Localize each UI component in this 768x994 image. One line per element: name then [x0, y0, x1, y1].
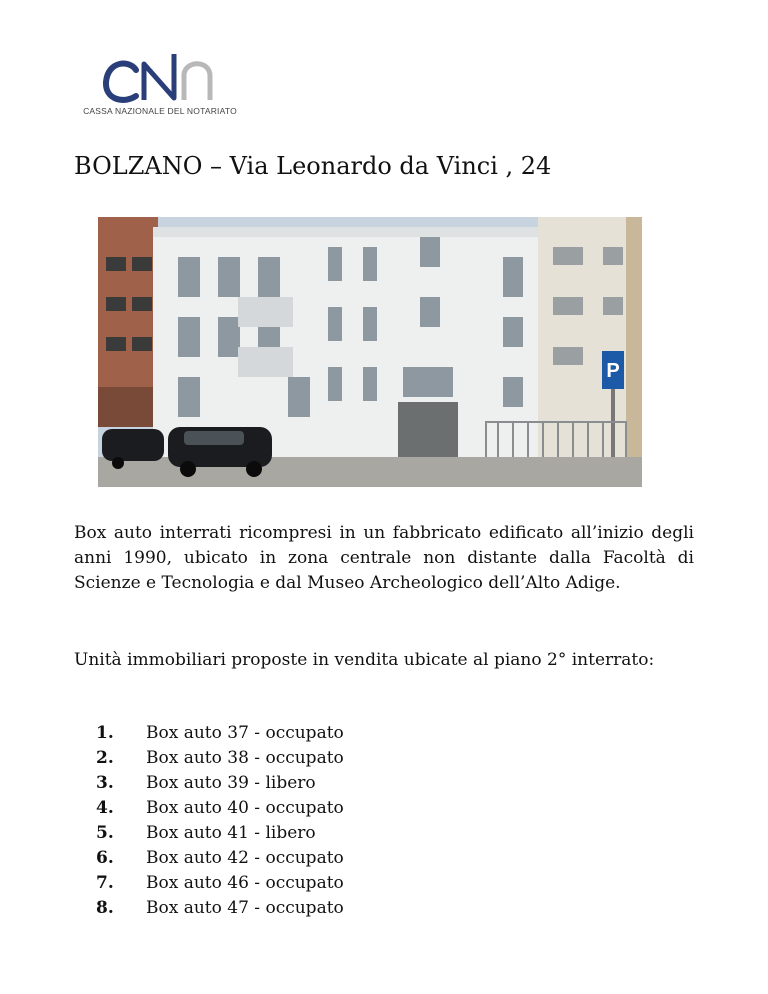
list-item	[96, 896, 344, 921]
logo	[80, 48, 240, 120]
list-label: Box auto 42 - occupato	[146, 848, 344, 868]
parking-sign-letter: P	[606, 360, 620, 382]
property-description: Box auto interrati ricompresi in un fabbricato edificato all’inizio degli anni 1990, ubicato in zona centrale non distante dalla Facoltà di Scienze e Tecnologia e dal Museo Archeologico dell’Alto Adige.	[74, 523, 694, 593]
units-list	[96, 721, 344, 921]
units-intro: Unità immobiliari proposte in vendita ubicate al piano 2° interrato:	[74, 650, 655, 670]
building-photo	[98, 217, 642, 487]
list-item	[96, 746, 344, 771]
list-number: 7.	[96, 873, 114, 893]
list-item	[96, 796, 344, 821]
list-label: Box auto 47 - occupato	[146, 898, 344, 918]
list-number: 3.	[96, 773, 114, 793]
logo-text: CASSA NAZIONALE DEL NOTARIATO	[83, 106, 237, 116]
list-item	[96, 821, 344, 846]
list-item	[96, 721, 344, 746]
list-label: Box auto 41 - libero	[146, 823, 316, 843]
list-number: 2.	[96, 748, 114, 768]
list-item	[96, 871, 344, 896]
list-item	[96, 771, 344, 796]
list-label: Box auto 39 - libero	[146, 773, 316, 793]
list-label: Box auto 38 - occupato	[146, 748, 344, 768]
page-title: BOLZANO – Via Leonardo da Vinci , 24	[74, 152, 552, 180]
cassa-nazionale-logo-mark	[98, 48, 222, 106]
list-number: 5.	[96, 823, 114, 843]
list-item	[96, 846, 344, 871]
list-label: Box auto 46 - occupato	[146, 873, 344, 893]
list-label: Box auto 40 - occupato	[146, 798, 344, 818]
list-number: 6.	[96, 848, 114, 868]
list-number: 1.	[96, 723, 114, 743]
list-number: 4.	[96, 798, 114, 818]
list-number: 8.	[96, 898, 114, 918]
list-label: Box auto 37 - occupato	[146, 723, 344, 743]
